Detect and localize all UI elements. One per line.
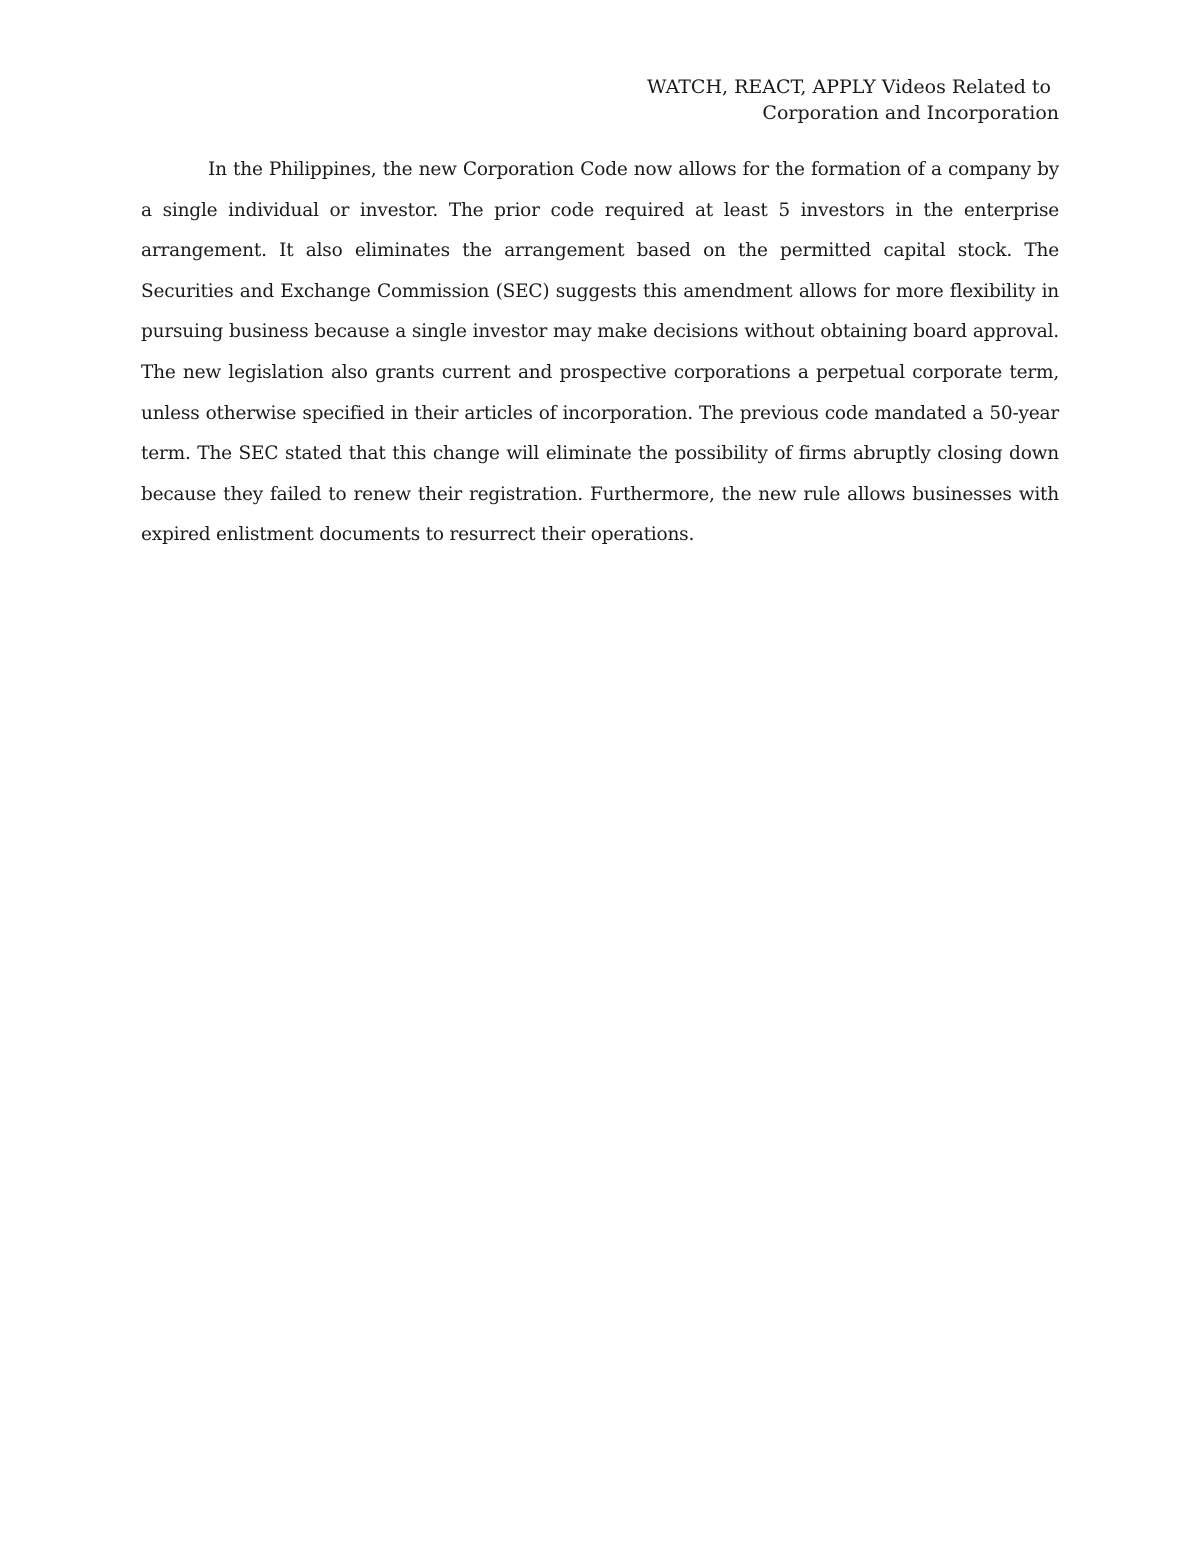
header-title-line-1: WATCH, REACT, APPLY Videos Related to [646, 76, 1051, 98]
header-title-line-2: Corporation and Incorporation [762, 102, 1059, 124]
document-header [647, 74, 1059, 126]
body-paragraph: In the Philippines, the new Corporation Code now allows for the formation of a company by a single individual or investor. The prior code required at least 5 investors in the enterprise arrangement. It also eliminates the arrangement based on the permitted capital stock. The Securities and Exchange Commission (SEC) suggests this amendment allows for more flexibility in pursuing business because a single investor may make decisions without obtaining board approval. The new legislation also grants current and prospective corporations a perpetual corporate term, unless otherwise specified in their articles of incorporation. The previous code mandated a 50-year term. The SEC stated that this change will eliminate the possibility of firms abruptly closing down because they failed to renew their registration. Furthermore, the new rule allows businesses with expired enlistment documents to resurrect their operations. [141, 159, 1059, 546]
